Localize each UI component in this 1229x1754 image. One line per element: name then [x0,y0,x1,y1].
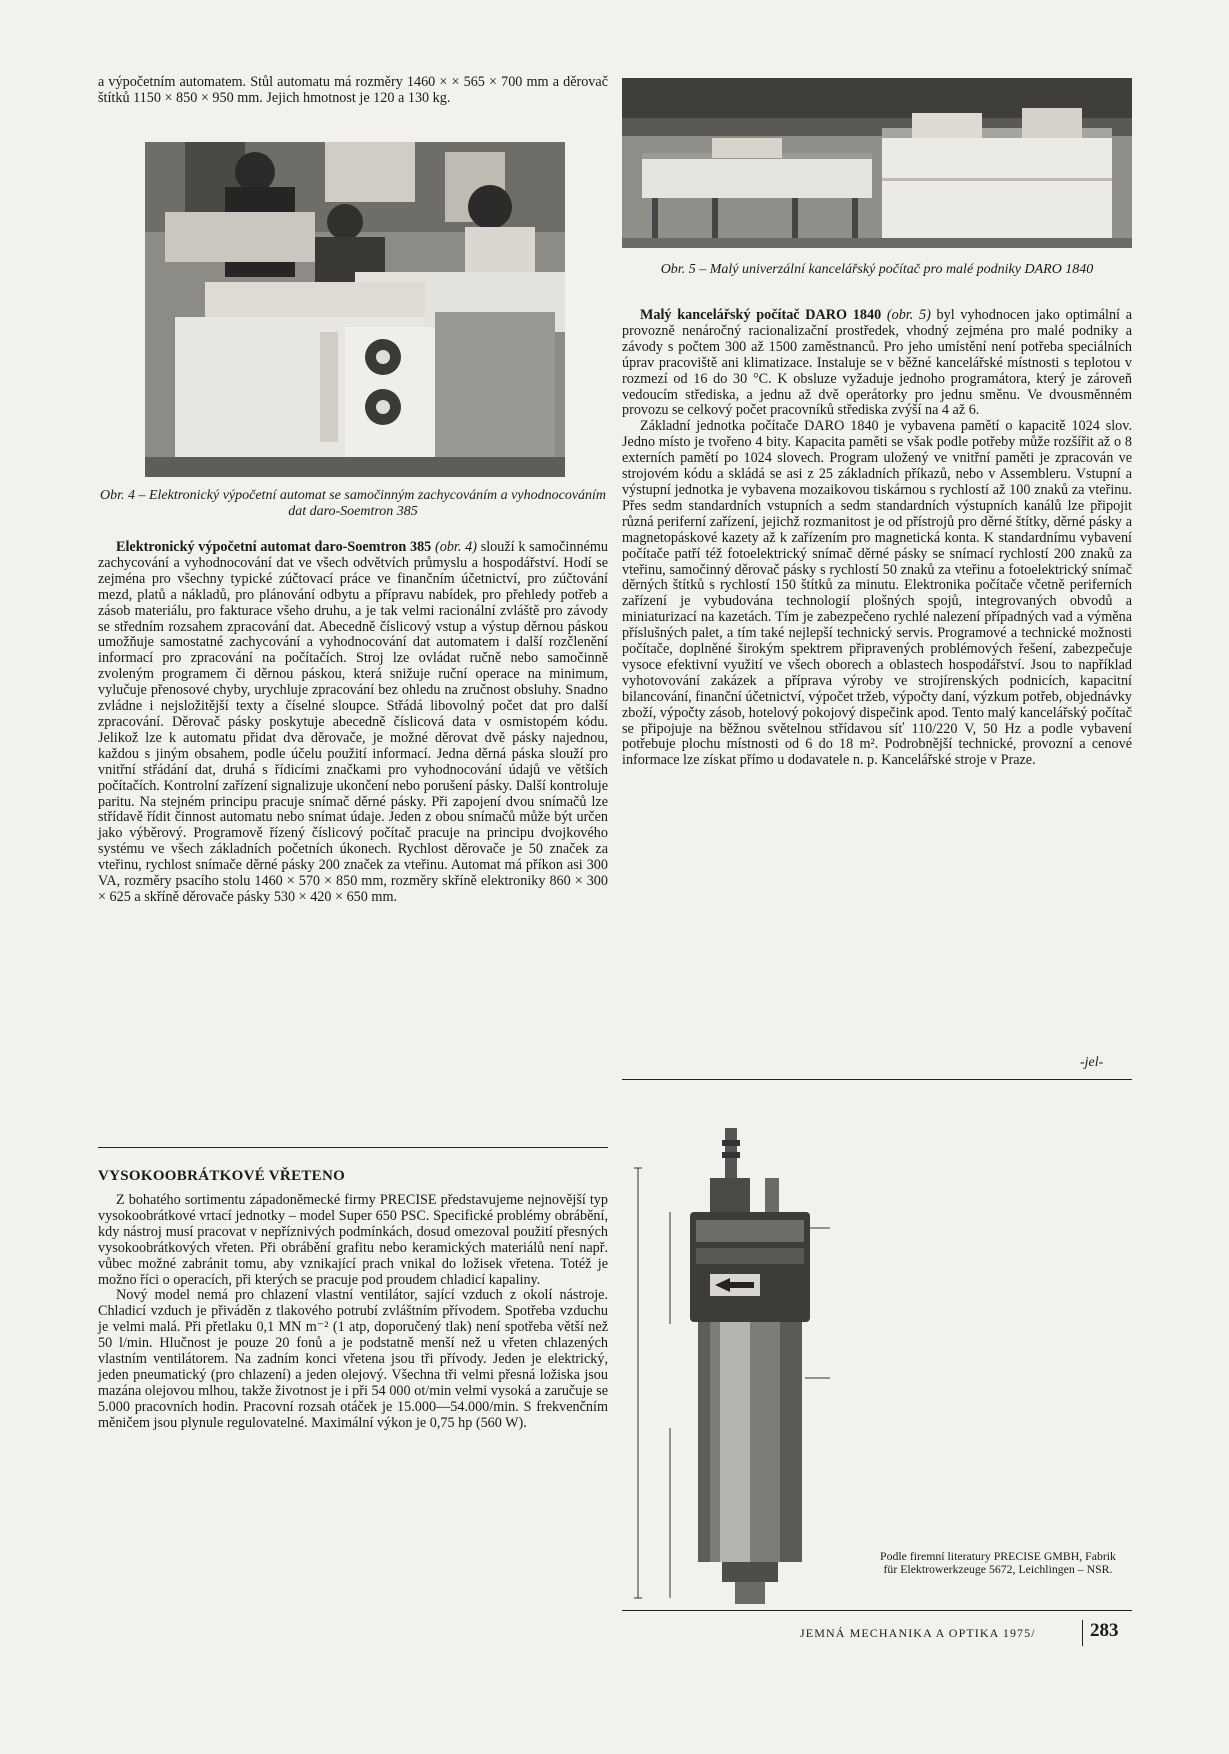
source-credit-text: Podle firemní literatury PRECISE GMBH, Fabrik für Elektrowerkzeuge 5672, Leichlingen – NSR. [880,1549,1116,1577]
intro-paragraph [98,75,608,107]
spindle-paragraph-2: Nový model nemá pro chlazení vlastní ventilátor, sající vzduch z okolí nástroje. Chladicí vzduch je přiváděn z tlakového potrubí zvláštním přívodem. Spotřeba vzduchu je velmi malá. Při přetlaku 0,1 MN m⁻² (1 atp, doporučený tlak) není spotřeba větší než 50 l/min. Hlučnost je pouze 20 fonů a je podstatně menší než u vřeten chlazených vlastním ventilátorem. Na zadním konci vřetena jsou tři přívody. Jeden je elektrický, jeden pneumatický (pro chlazení) a jeden olejový. Všechna tři velmi přesná ložiska jsou mazána olejovou mlhou, takže životnost je i při 54 000 ot/min velmi vysoká a zaručuje se 5.000 pracovních hodin. Pracovní rozsah otáček je 15.000—54.000/min. S frekvenčním měničem jsou plynule regulovatelné. Maximální výkon je 0,75 hp (560 W). [98,1287,608,1431]
figure-5-image [622,78,1132,248]
daro-soemtron-title: Elektronický výpočetní automat daro-Soemtron 385 [116,539,432,555]
journal-name: JEMNÁ MECHANIKA A OPTIKA 1975/ [800,1626,1036,1640]
figure-4-caption [98,488,608,519]
figure-4-image [145,142,565,477]
daro-soemtron-body: slouží k samočinnému zachycování a vyhodnocování dat ve všech odvětvích průmyslu a hospodářství. Hodí se zejména pro všechny typické zúčtovací práce ve finančním účetnictví, pro zúčtování mezd, platů a nákladů, pro plánování odbytu a přípravu nabídek, pro přehledy potřeb a zásob materiálu, pro fakturace všeho druhu, a je tak velmi racionální zvláště pro závody se středním rozsahem zpracování dat. Abecedně číslicový vstup a výstup děrnou páskou umožňuje samostatné zachycování a vyhodnocování dat automatem i další rozčlenění informací pro zpracování na počítačích. Stroj lze ovládat ručně nebo samočinně zvoleným programem či děrnou páskou, která snižuje ruční operace na minimum, vylučuje přenosové chyby, urychluje zpracování bez ohledu na zručnost obsluhy. Snadno zvládne i nejsložitější texty a číselné sloupce. Střádá libovolný počet dat pro další zpracování. Děrovač pásky poskytuje abecedně číslicová data v osmistopém kódu. Jelikož lze k automatu přidat dva děrovače, je možné děrovat dvě pásky najednou, každou s jiným obsahem, podle účelu použití informací. Jedna děrná páska slouží pro vnitřní střádání dat, druhá s řídicími značkami pro vyhodnocování údajů ve větších počítačích. Kontrolní zařízení signalizuje ukončení nebo porušení pásky. Další kontroluje paritu. Na stejném principu pracuje snímač děrné pásky. Při zapojení dvou snímačů lze střídavě řídit činnost automatu nebo snímat údaje. Jeden z obou snímačů může být určen jako výběrový. Programově řízený číslicový počítač pracuje na principu dvojkového systému ve všech základních početních úkonech. Rychlost děrovače je 50 značek za vteřinu, rychlost snímače děrné pásky 200 značek za vteřinu. Automat má příkon asi 300 VA, rozměry psacího stolu 1460 × 570 × 850 mm, rozměry skříně elektroniky 860 × 300 × 625 a skříně děrovače pásky 530 × 420 × 650 mm. [98,539,608,905]
source-credit [878,1550,1118,1577]
spindle-illustration [630,1128,860,1608]
figure-5-caption-text: Obr. 5 – Malý univerzální kancelářský počítač pro malé podniky DARO 1840 [660,262,1094,277]
spindle-figure [630,1128,860,1608]
author-signature: -jel- [1080,1055,1104,1070]
footer-rule [622,1610,1132,1611]
footer-divider [1082,1620,1083,1646]
intro-text: a výpočetním automatem. Stůl automatu má rozměry 1460 × × 565 × 700 mm a děrovač štítků 1150 × 850 × 950 mm. Jejich hmotnost je 120 a 130 kg. [98,74,608,106]
daro-1840-text [622,308,1132,769]
spindle-paragraph-1: Z bohatého sortimentu západoněmecké firmy PRECISE představujeme nejnovější typ vysokoobrátkové vrtací jednotky – model Super 650 PSC. Specifické problémy obrábění, kdy nástroj musí pracovat v nepříznivých podmínkách, dosud omezoval použití přesných vysokoobrátkových vřeten. Při obrábění grafitu nebo keramických materiálů není např. vůbec možné zabránit tomu, aby vznikající prach vnikal do ložisek vřetena. Totéž je možno říci o operacích, při kterých se pracuje pod proudem chladicí kapaliny. [98,1192,608,1288]
daro-1840-body-2: Základní jednotka počítače DARO 1840 je vybavena pamětí o kapacitě 1024 slov. Jedno místo je tvořeno 4 bity. Kapacita paměti se však podle potřeby může rozšířit až o 8 externích pamětí po 1024 slovech. Program uložený ve vnitřní paměti je zpracován ve strojovém kódu a skládá se asi z 25 základních příkazů, nebo v Assembleru. Vstupní a výstupní jednotka je vybavena mozaikovou tiskárnou s rychlostí až 100 znaků za vteřinu. Přes sedm standardních vstupních a sedm standardních výstupních kanálů lze připojit různá periferní zařízení, jejichž rozmanitost je od přístrojů pro děrné štítky, děrné pásky a magnetopáskové kazety až k zařízením pro magnetická konta. K standardnímu vybavení počítače patří též fotoelektrický snímač děrné pásky se snímací rychlostí 200 znaků za vteřinu, samočinný děrovač pásky s rychlostí 50 znaků za vteřinu a fotoelektrický snímač děrných štítků s rychlostí 150 štítků za minutu. Elektronika počítače včetně periferních zařízení je vybudována technologií plošných spojů, integrovaných obvodů a miniaturizací na kazetách. Tím je zabezpečeno rychlé nalezení případných vad a výměna příslušných palet, a tím také nejlepší technický servis. Programové a technické možnosti počítače, doplněné širokým spektrem připravených problémových řešení, zabezpečuje vysoce efektivní využití ve všech oborech a oblastech hospodářství. Jsou to například vyhotovování zakázek a příprava výroby ve strojírenských podnicích, kapacitní bilancování, finanční účetnictví, výpočet tržeb, výpočty daní, výzkum potřeb, objednávky zboží, výpočty zásob, hotelový pokojový dispečink apod. Tento malý kancelářský počítač se připojuje na běžnou světelnou střídavou síť 110/220 V, 50 Hz a podle vybavení potřebuje plochu místnosti od 6 do 18 m². Podrobnější technické, provozní a cenové informace lze získat přímo u dodavatele n. p. Kancelářské stroje v Praze. [622,418,1132,769]
left-separator [98,1147,608,1148]
figure-4-photo [145,142,565,477]
section-heading: VYSOKOOBRÁTKOVÉ VŘETENO [98,1168,346,1184]
right-separator [622,1079,1132,1080]
daro-1840-body-1: byl vyhodnocen jako optimální a provozně nenáročný racionalizační prostředek, vhodný zejména pro malé podniky a závody s počtem 300 až 1500 zaměstnanců. Pro jeho umístění není potřeba speciálních úprav pracoviště ani klimatizace. Instaluje se v běžné kancelářské místnosti s teplotou v rozmezí od 16 do 30 °C. K obsluze vyžaduje jednoho programátora, který je zároveň vedoucím střediska, a jednu až dvě operátorky pro jednu směnu. Ve dvousměnném provozu se celkový počet pracovníků střediska zvýší na 4 až 6. [622,307,1132,419]
page-number: 283 [1090,1620,1119,1641]
figure-4-ref: (obr. 4) [435,539,477,555]
daro-soemtron-paragraph [98,540,608,906]
figure-5-photo [622,78,1132,248]
spindle-article [98,1193,608,1432]
figure-5-ref: (obr. 5) [886,307,931,323]
daro-1840-title: Malý kancelářský počítač DARO 1840 [640,307,882,323]
figure-5-caption [622,262,1132,278]
figure-4-caption-text: Obr. 4 – Elektronický výpočetní automat se samočinným zachycováním a vyhodnocováním dat daro-Soemtron 385 [99,488,607,519]
